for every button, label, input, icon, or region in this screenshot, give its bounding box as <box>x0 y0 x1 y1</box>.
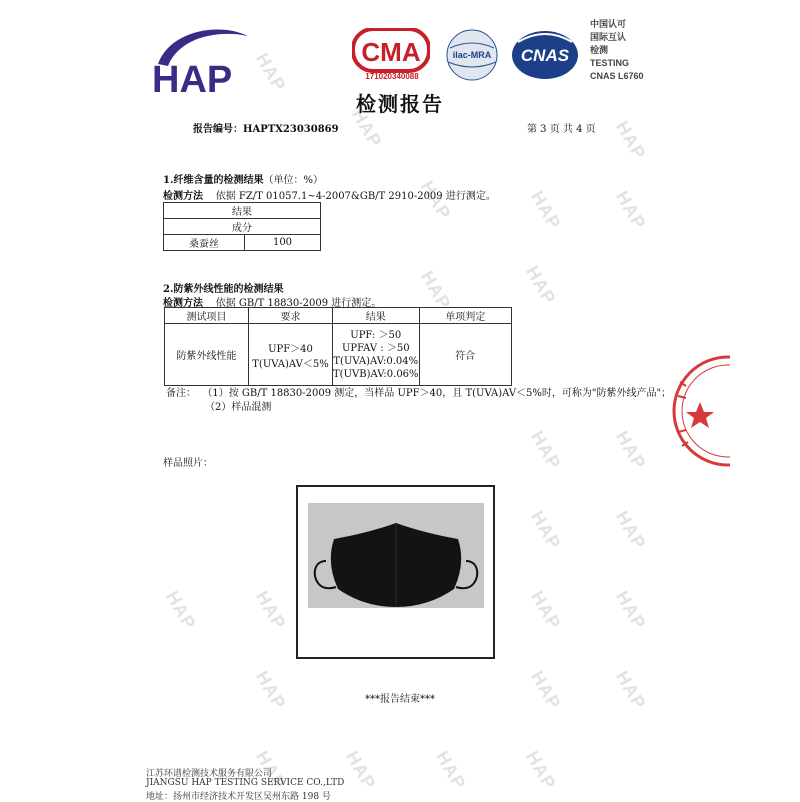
watermark-text: HAP <box>417 177 455 224</box>
watermark-text: HAP <box>252 587 290 634</box>
cnas-logo-text: CNAS <box>520 46 570 65</box>
report-end: ***报告结束*** <box>365 694 435 705</box>
result-line: T(UVB)AV:0.06% <box>333 368 419 380</box>
section2-heading: 2.防紫外线性能的检测结果 <box>163 284 284 295</box>
report-number <box>193 120 339 135</box>
watermark-text: HAP <box>612 187 650 234</box>
footer-company-cn: 江苏环谱检测技术服务有限公司 <box>146 769 273 779</box>
table-cell: 100 <box>245 235 321 251</box>
watermark-text: HAP <box>612 587 650 634</box>
watermark-text: HAP <box>527 427 565 474</box>
table-cell: 符合 <box>419 324 511 386</box>
section1-method-label: 检测方法 <box>163 191 203 202</box>
watermark-text: HAP <box>527 507 565 554</box>
table-cell-requirements <box>249 324 333 386</box>
watermark-text: HAP <box>527 667 565 714</box>
result-line: T(UVA)AV:0.04% <box>333 355 419 367</box>
uv-test-table <box>164 307 512 386</box>
watermark-text: HAP <box>348 105 386 152</box>
cma-logo-text: CMA <box>361 37 421 67</box>
table-cell: 防紫外线性能 <box>165 324 249 386</box>
watermark-text: HAP <box>612 507 650 554</box>
watermark-text: HAP <box>252 747 290 794</box>
sample-photo <box>308 503 484 608</box>
table-cell-results <box>333 324 420 386</box>
table-header: 结果 <box>164 203 321 219</box>
remarks <box>166 384 671 399</box>
cnas-line: TESTING <box>590 58 630 68</box>
requirement-line: UPF＞40 <box>268 343 313 355</box>
watermark-text: HAP <box>522 262 560 309</box>
watermark-text: HAP <box>432 747 470 794</box>
watermark-text: HAP <box>527 587 565 634</box>
footer-company-en: JIANGSU HAP TESTING SERVICE CO.,LTD <box>146 778 345 788</box>
remark-2: （2）样品混测 <box>205 402 272 413</box>
section2-method-text: 依据 GB/T 18830-2009 进行测定。 <box>215 298 382 309</box>
section1-unit: （单位：%） <box>263 175 323 186</box>
report-title: 检测报告 <box>356 92 444 116</box>
report-number-label: 报告编号： <box>193 124 243 135</box>
cnas-line: CNAS L6760 <box>590 71 644 81</box>
requirement-line: T(UVA)AV＜5% <box>252 358 329 370</box>
watermark-text: HAP <box>522 747 560 794</box>
table-header: 要求 <box>249 308 333 324</box>
company-seal <box>670 352 730 470</box>
cnas-logo <box>510 28 580 82</box>
result-line: UPFAV : ＞50 <box>341 342 410 354</box>
watermark-text: HAP <box>342 747 380 794</box>
watermark-text: HAP <box>162 587 200 634</box>
section1-method-text: 依据 FZ/T 01057.1~4-2007&GB/T 2910-2009 进行测定。 <box>215 191 496 202</box>
cma-number: 171020340088 <box>365 72 419 81</box>
remarks-label: 备注： <box>166 388 196 399</box>
watermark-text: HAP <box>417 267 455 314</box>
cnas-line: 国际互认 <box>590 32 627 42</box>
remark-1: （1）按 GB/T 18830-2009 测定，当样品 UPF＞40，且 T(UVA)AV＜5%时，可称为"防紫外线产品"； <box>202 388 672 399</box>
photo-label: 样品照片： <box>163 458 213 469</box>
section1-method <box>163 187 496 202</box>
cnas-accreditation-text <box>590 18 644 83</box>
table-header: 单项判定 <box>419 308 511 324</box>
ilac-mra-logo <box>442 28 502 82</box>
section2-method-label: 检测方法 <box>163 298 203 309</box>
report-number-value: HAPTX23030869 <box>243 124 339 135</box>
watermark-text: HAP <box>527 187 565 234</box>
table-cell: 桑蚕丝 <box>164 235 245 251</box>
hap-logo-text: HAP <box>152 59 233 101</box>
watermark-text: HAP <box>252 667 290 714</box>
table-header: 结果 <box>333 308 420 324</box>
ilac-mra-text: ilac-MRA <box>452 50 492 60</box>
table-header: 测试项目 <box>165 308 249 324</box>
watermark-text: HAP <box>612 427 650 474</box>
result-line: UPF: ＞50 <box>350 329 402 341</box>
cnas-line: 中国认可 <box>590 19 627 29</box>
cnas-line: 检测 <box>590 45 609 55</box>
watermark-text: HAP <box>612 117 650 164</box>
fiber-content-table <box>163 202 321 251</box>
watermark-text: HAP <box>252 49 290 96</box>
section1-heading-text: 1.纤维含量的检测结果 <box>163 175 264 186</box>
table-header: 成分 <box>164 219 321 235</box>
watermark-text: HAP <box>612 667 650 714</box>
section1-heading <box>163 171 323 186</box>
footer-address: 地址：扬州市经济技术开发区吴州东路 198 号 <box>146 792 331 802</box>
page-info: 第 3 页 共 4 页 <box>527 124 596 135</box>
